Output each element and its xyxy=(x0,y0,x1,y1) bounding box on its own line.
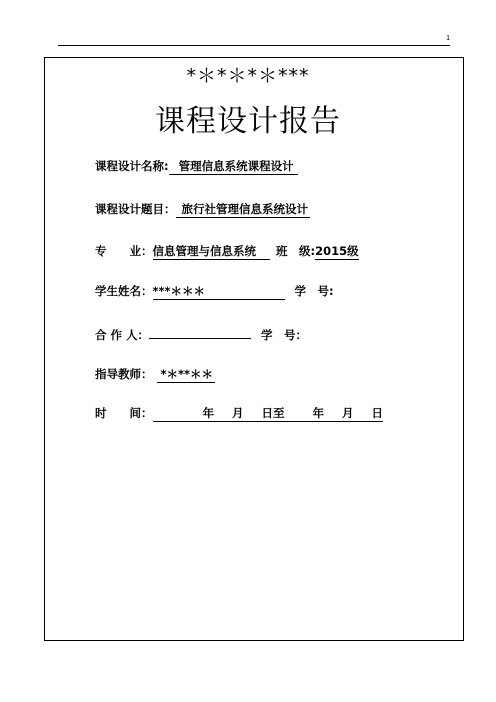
end-year: 年 xyxy=(312,406,324,420)
student-name-label: 学生姓名： xyxy=(95,284,153,298)
course-name-value: 管理信息系统课程设计 xyxy=(169,158,298,175)
start-month: 月 xyxy=(232,406,244,420)
major-value: 信息管理与信息系统 xyxy=(153,243,271,260)
student-name-value: ***＊＊＊ xyxy=(153,283,285,300)
report-title: 课程设计报告 xyxy=(155,104,341,139)
end-month: 月 xyxy=(342,406,354,420)
time-range xyxy=(153,405,384,422)
class-value: 2015级 xyxy=(315,244,359,258)
cover-frame xyxy=(44,57,464,641)
school-name: *＊*＊*＊*** xyxy=(186,65,310,87)
partner-id-label: 学 号： xyxy=(261,328,308,342)
student-id-label: 学 号: xyxy=(294,284,334,298)
partner-value xyxy=(149,324,251,339)
advisor-label: 指导教师： xyxy=(95,367,153,381)
topic-label: 课程设计题目： xyxy=(95,202,176,216)
end-day: 日 xyxy=(371,406,383,420)
major-row xyxy=(95,243,359,260)
partner-row xyxy=(95,324,307,343)
start-year: 年 xyxy=(202,406,214,420)
course-name-row xyxy=(95,158,298,175)
time-row xyxy=(95,405,383,422)
time-label: 时 间： xyxy=(95,406,153,420)
partner-label: 合 作 人： xyxy=(95,328,150,342)
advisor-row xyxy=(95,366,215,383)
start-day-to: 日至 xyxy=(261,406,285,420)
topic-value: 旅行社管理信息系统设计 xyxy=(176,201,311,218)
advisor-value: *＊**＊＊ xyxy=(157,366,216,383)
course-name-label: 课程设计名称: xyxy=(95,159,169,173)
topic-row xyxy=(95,201,310,218)
student-row xyxy=(95,283,334,300)
major-label: 专 业： xyxy=(95,244,153,258)
header-rule xyxy=(58,45,450,46)
class-label: 班 级: xyxy=(276,244,316,258)
page-number: 1 xyxy=(446,35,450,42)
